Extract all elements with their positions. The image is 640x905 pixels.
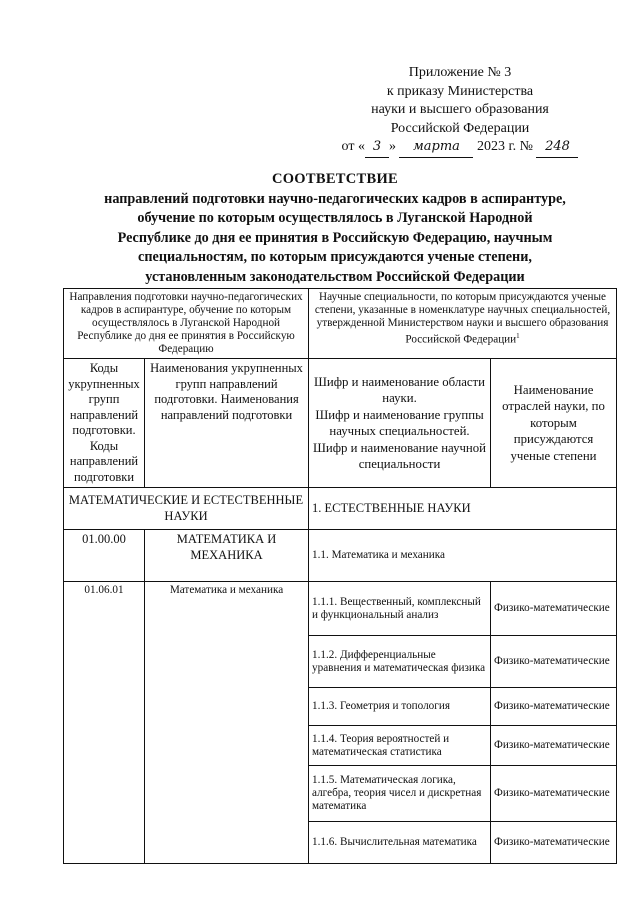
title-line-6: установленным законодательством Российской Федерации (145, 268, 525, 285)
order-number: 248 (536, 138, 578, 158)
order-date-line (330, 138, 590, 158)
branch-cell: Физико-математические (491, 822, 617, 864)
specialty-cell: 1.1.4. Теория вероятностей и математическая статистика (309, 726, 491, 766)
branch-cell: Физико-математические (491, 766, 617, 822)
section-right: 1. ЕСТЕСТВЕННЫЕ НАУКИ (309, 488, 617, 530)
appendix-line-3: науки и высшего образования (371, 102, 549, 117)
date-mid: » (388, 139, 396, 154)
group-spec: 1.1. Математика и механика (309, 530, 617, 582)
group-name: МАТЕМАТИКА И МЕХАНИКА (145, 530, 309, 582)
subheader-cipher-line-3: Шифр и наименование научной специальности (312, 440, 487, 471)
table-subheader-row (64, 359, 617, 488)
title-line-3: обучение по которым осуществлялось в Луганской Народной (137, 210, 533, 226)
title-line-2: направлений подготовки научно-педагогических кадров в аспирантуре, (104, 190, 566, 207)
section-left: МАТЕМАТИЧЕСКИЕ И ЕСТЕСТВЕННЫЕ НАУКИ (64, 488, 309, 530)
header-left-text: Направления подготовки научно-педагогических кадров в аспирантуре, обучение по которым осуществлялось в Луганской Народной Республике до дня ее принятия в Российскую Федерацию (69, 291, 303, 355)
correspondence-table (63, 288, 617, 864)
branch-cell: Физико-математические (491, 636, 617, 688)
subheader-codes: Коды укрупненных групп направлений подготовки. Коды направлений подготовки (64, 359, 145, 488)
specialty-cell: 1.1.6. Вычислительная математика (309, 822, 491, 864)
order-month: марта (399, 138, 473, 158)
subheader-cipher-line-2: Шифр и наименование группы научных специальностей. (315, 407, 484, 438)
branch-cell: Физико-математические (491, 726, 617, 766)
specialty-cell: 1.1.5. Математическая логика, алгебра, теория чисел и дискретная математика (309, 766, 491, 822)
header-right-cell (309, 289, 617, 359)
section-row (64, 488, 617, 530)
subheader-names: Наименования укрупненных групп направлений подготовки. Наименования направлений подготовки (145, 359, 309, 488)
document-title (60, 170, 610, 287)
branch-cell: Физико-математические (491, 688, 617, 726)
header-left-cell (64, 289, 309, 359)
appendix-block (330, 64, 590, 158)
appendix-line-1: Приложение № 3 (408, 65, 512, 80)
title-line-5: специальностям, по которым присуждаются ученые степени, (138, 249, 532, 265)
title-line-1: СООТВЕТСТВИЕ (271, 171, 399, 187)
specialty-cell: 1.1.3. Геометрия и топология (309, 688, 491, 726)
title-line-4: Республике до дня ее принятия в Российскую Федерацию, научным (117, 229, 553, 246)
appendix-line-4: Российской Федерации (390, 120, 530, 136)
date-prefix: от « (341, 139, 365, 154)
footnote-mark: 1 (516, 332, 520, 340)
direction-code: 01.06.01 (64, 582, 145, 864)
specialty-cell: 1.1.2. Дифференциальные уравнения и математическая физика (309, 636, 491, 688)
header-right-text: Научные специальности, по которым присуждаются ученые степени, указанные в номенклатуре научных специальностей, утвержденной Министерством науки и высшего образования Российской Федерации (314, 291, 611, 346)
specialty-cell: 1.1.1. Вещественный, комплексный и функциональный анализ (309, 582, 491, 636)
table-header-row (64, 289, 617, 359)
order-day: 3 (365, 138, 389, 158)
subheader-branch: Наименование отраслей науки, по которым присуждаются ученые степени (491, 359, 617, 488)
appendix-line-2: к приказу Министерства (386, 83, 534, 99)
table-row (64, 582, 617, 636)
group-code: 01.00.00 (64, 530, 145, 582)
branch-cell: Физико-математические (491, 582, 617, 636)
order-year: 2023 г. № (476, 139, 533, 154)
group-row (64, 530, 617, 582)
subheader-cipher-line-1: Шифр и наименование области науки. (314, 374, 486, 405)
direction-name: Математика и механика (145, 582, 309, 864)
subheader-cipher (309, 359, 491, 488)
